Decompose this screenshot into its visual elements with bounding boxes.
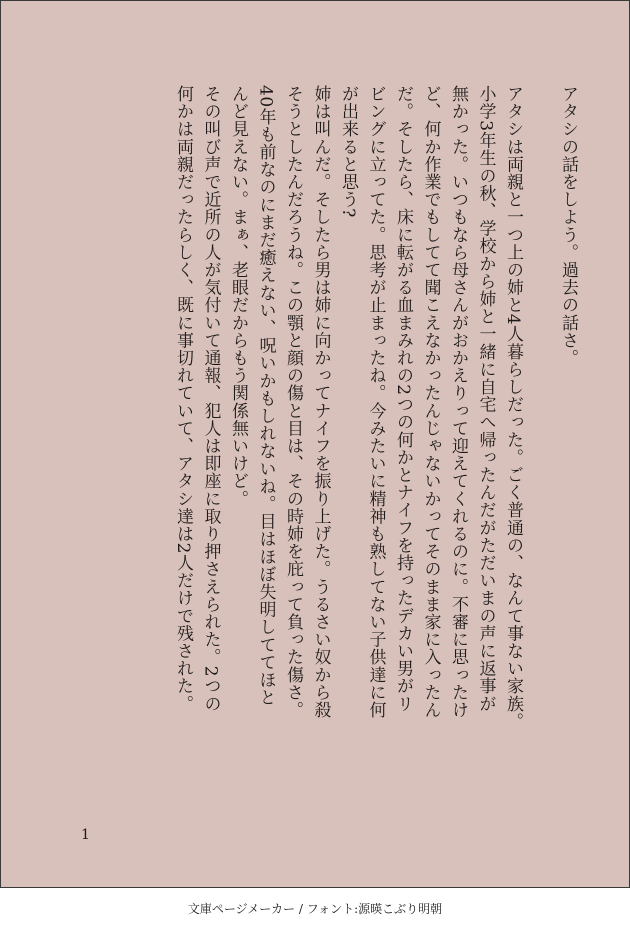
text-line: ビングに立ってた。思考が止まったね。今みたいに精神も熟してない子供達に何 bbox=[365, 85, 386, 719]
text-line: アタシは両親と一つ上の姉と4人暮らしだった。ごく普通の、なんて事ない家族。 bbox=[503, 85, 523, 731]
text-line: その叫び声で近所の人が気付いて通報、犯人は即座に取り押さえられた。2つの bbox=[200, 85, 221, 713]
text-line: 無かった。いつもなら母さんがおかえりって迎えてくれるのに。不審に思ったけ bbox=[448, 85, 468, 719]
footer-credit: 文庫ページメーカー / フォント:源暎こぶり明朝 bbox=[187, 902, 443, 916]
page-number: 1 bbox=[81, 827, 90, 843]
text-line: 姉は叫んだ。そしたら男は姉に向かってナイフを振り上げた。うるさい奴から殺 bbox=[310, 85, 331, 719]
text-line: そうとしたんだろうね。この顎と顔の傷と目は、その時姉を庇って負った傷さ。 bbox=[283, 85, 303, 719]
vertical-text-body bbox=[169, 85, 582, 817]
text-line: 何かは両親だったらしく、既に事切れていて、アタシ達は2人だけで残された。 bbox=[173, 85, 193, 713]
blank-line bbox=[526, 85, 554, 817]
text-line: が出来ると思う? bbox=[338, 85, 358, 218]
text-line: ど、何か作業でもしてて聞こえなかったんじゃないかってそのまま家に入ったん bbox=[420, 85, 441, 719]
text-line: んど見えない。まぁ、老眼だからもう関係無いけど。 bbox=[228, 85, 248, 508]
text-line: 40年も前なのにまだ癒えない、呪いかもしれないね。目はほぼ失明しててほと bbox=[255, 85, 276, 707]
text-line: アタシの話をしよう。過去の話さ。 bbox=[558, 85, 578, 367]
text-line: 小学3年生の秋、学校から姉と一緒に自宅へ帰ったんだがただいまの声に返事が bbox=[475, 85, 496, 713]
text-line: だ。そしたら、床に転がる血まみれの2つの何かとナイフを持ったデカい男がリ bbox=[393, 85, 413, 713]
